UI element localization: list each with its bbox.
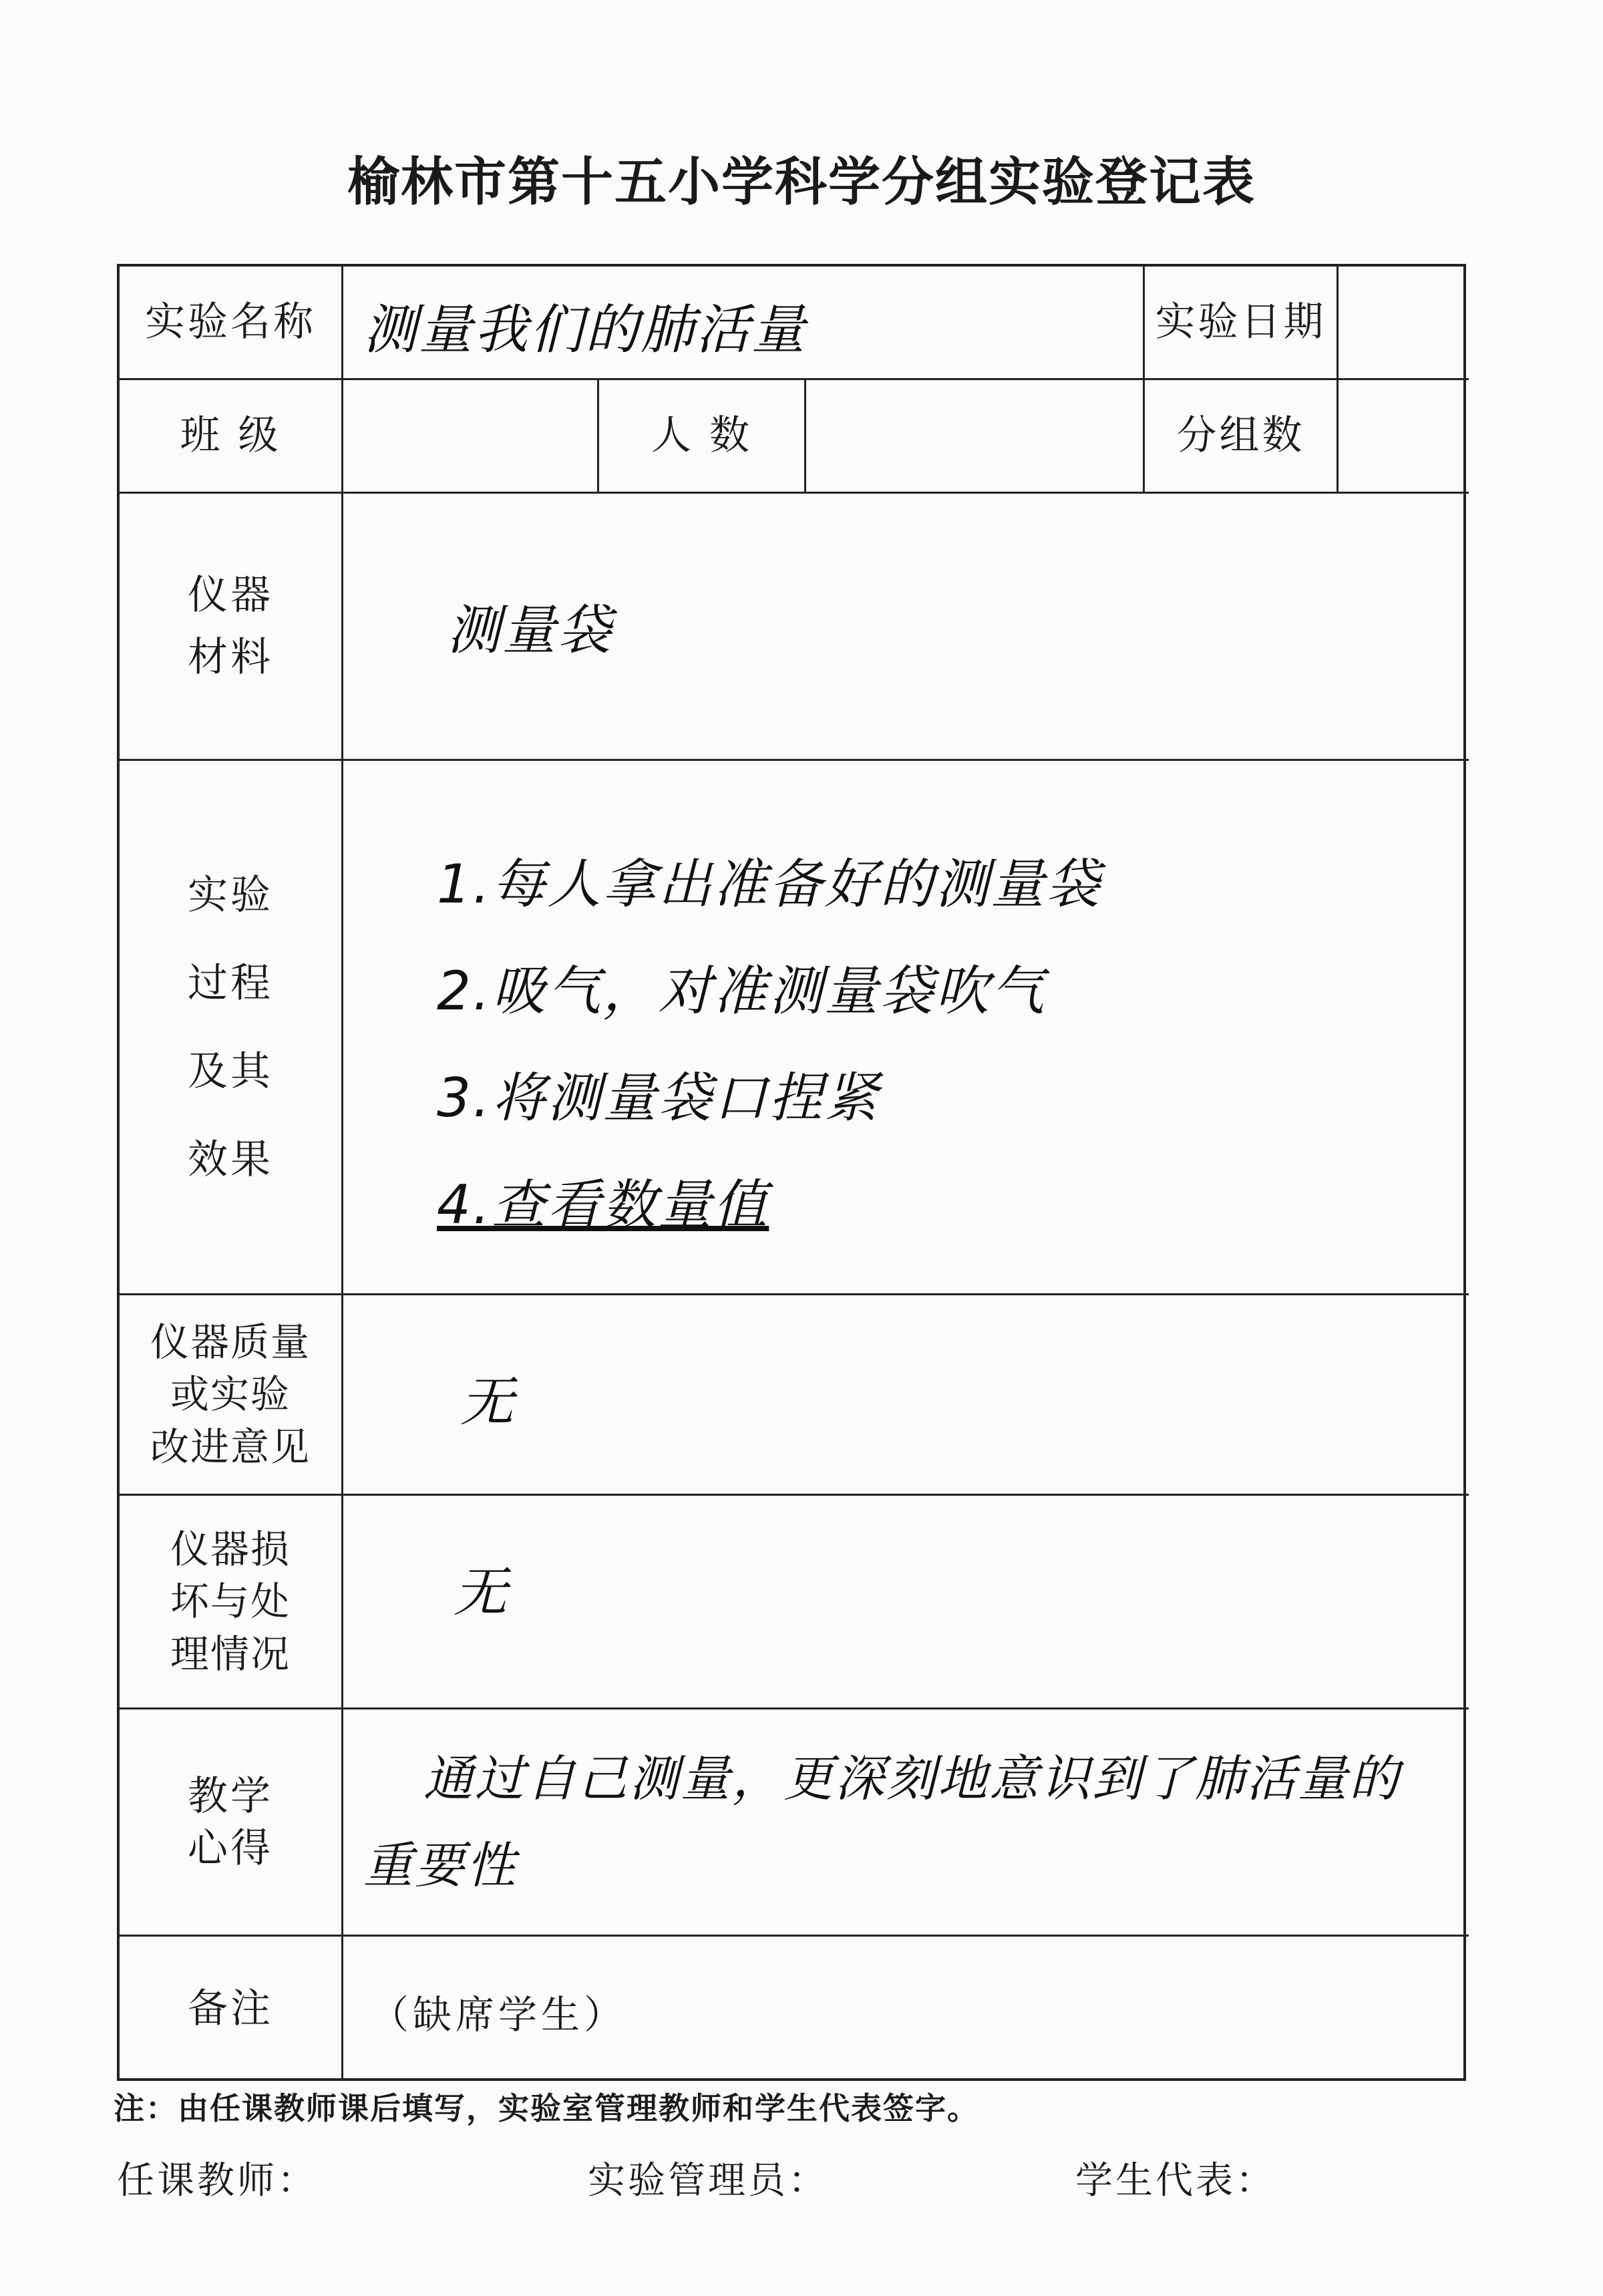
- class-field[interactable]: [343, 380, 599, 494]
- manager-signature-label: 实验管理员：: [588, 2159, 828, 2202]
- quality-label: [120, 1295, 343, 1496]
- groups-label-text: 分组数: [1176, 412, 1305, 459]
- experiment-name-value: 测量我们的肺活量: [363, 299, 807, 361]
- reflection-label: [120, 1709, 343, 1937]
- quality-field[interactable]: [343, 1295, 1469, 1496]
- class-label-text: 班 级: [180, 412, 281, 459]
- materials-field[interactable]: [343, 494, 1469, 761]
- process-field[interactable]: [343, 761, 1469, 1295]
- reflection-line: 重要性: [363, 1836, 518, 1895]
- materials-value: 测量袋: [447, 599, 613, 661]
- reflection-text: [363, 1736, 1401, 1909]
- registration-form: [117, 264, 1466, 2081]
- remarks-value: （缺席学生）: [370, 1992, 627, 2037]
- process-step: 2.吸气，对准测量袋吹气: [437, 960, 1047, 1022]
- quality-label-line-1: 仪器质量: [150, 1319, 311, 1365]
- teacher-signature-label: 任课教师：: [117, 2159, 317, 2202]
- damage-label-line-3: 理情况: [170, 1631, 291, 1677]
- damage-value: 无: [454, 1561, 509, 1623]
- quality-value: 无: [460, 1371, 516, 1433]
- experiment-name-label-text: 实验名称: [145, 299, 316, 345]
- damage-label-line-2: 坏与处: [170, 1579, 291, 1625]
- process-label-line-3: 及其: [188, 1047, 273, 1095]
- people-field[interactable]: [806, 380, 1145, 494]
- reflection-line: 通过自己测量，更深刻地意识到了肺活量的: [423, 1750, 1401, 1808]
- experiment-name-field[interactable]: [343, 267, 1145, 380]
- form-title: 榆林市第十五小学科学分组实验登记表: [347, 152, 1256, 212]
- reflection-label-line-2: 心得: [188, 1824, 273, 1872]
- quality-label-line-2: 或实验: [170, 1371, 291, 1418]
- people-label: [599, 380, 806, 494]
- remarks-label: [120, 1937, 343, 2081]
- reflection-field[interactable]: [343, 1709, 1469, 1937]
- date-field[interactable]: [1339, 267, 1469, 380]
- materials-label-line-1: 仪器: [188, 571, 273, 619]
- damage-label: [120, 1496, 343, 1709]
- groups-label: [1145, 380, 1339, 494]
- remarks-field[interactable]: [343, 1937, 1469, 2081]
- class-label: [120, 380, 343, 494]
- materials-label: [120, 494, 343, 761]
- process-label-line-2: 过程: [188, 959, 273, 1007]
- date-label-text: 实验日期: [1155, 299, 1326, 345]
- student-rep-signature-label: 学生代表：: [1075, 2159, 1276, 2202]
- process-step: 3.将测量袋口捏紧: [437, 1067, 880, 1129]
- damage-label-line-1: 仪器损: [170, 1526, 291, 1573]
- process-label: [120, 761, 343, 1295]
- footer-note: 注：由任课教师课后填写，实验室管理教师和学生代表签字。: [114, 2090, 979, 2126]
- date-label: [1145, 267, 1339, 380]
- quality-label-line-3: 改进意见: [150, 1424, 311, 1470]
- process-steps: [437, 841, 1101, 1269]
- process-label-line-4: 效果: [188, 1136, 273, 1183]
- materials-label-line-2: 材料: [188, 633, 273, 681]
- people-label-text: 人 数: [651, 412, 753, 459]
- process-step: 4.查看数量值: [437, 1174, 769, 1236]
- remarks-label-text: 备注: [188, 1985, 273, 2032]
- groups-field[interactable]: [1339, 380, 1469, 494]
- process-step: 1.每人拿出准备好的测量袋: [437, 853, 1102, 915]
- process-label-line-1: 实验: [188, 871, 273, 919]
- experiment-name-label: [120, 267, 343, 380]
- reflection-label-line-1: 教学: [188, 1772, 273, 1820]
- damage-field[interactable]: [343, 1496, 1469, 1709]
